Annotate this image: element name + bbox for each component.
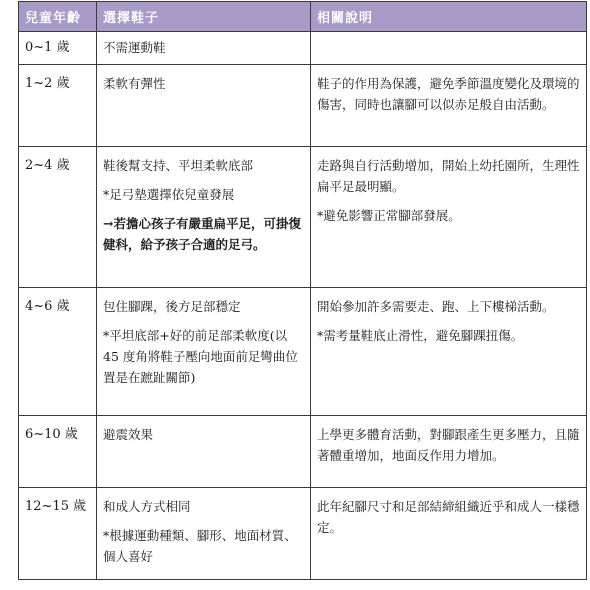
description-cell	[311, 147, 587, 288]
table-header-row	[19, 2, 587, 32]
shoe-note: *足弓墊選擇依兒童發展	[103, 187, 235, 202]
age-text: 6~10 歲	[25, 427, 78, 442]
shoe-cell	[97, 65, 311, 147]
shoe-text: 鞋後幫支持、平坦柔軟底部	[103, 158, 254, 173]
table-row	[19, 65, 587, 147]
age-text: 0~1 歲	[25, 40, 70, 55]
shoe-text: 和成人方式相同	[103, 499, 191, 514]
description-text: 此年紀腳尺寸和足部結締組織近乎和成人一樣穩定。	[317, 499, 580, 535]
description-text: 走路與自行活動增加，開始上幼托園所，生理性扁平足最明顯。	[317, 158, 580, 194]
description-cell	[311, 416, 587, 488]
header-description: 相關說明	[311, 2, 587, 32]
age-cell	[19, 65, 97, 147]
table-row	[19, 288, 587, 416]
shoe-text: 避震效果	[103, 427, 154, 442]
description-cell	[311, 65, 587, 147]
age-cell	[19, 416, 97, 488]
shoe-cell	[97, 488, 311, 580]
shoe-cell	[97, 416, 311, 488]
age-text: 2~4 歲	[25, 158, 70, 173]
age-cell	[19, 32, 97, 65]
shoe-note: *平坦底部+好的前足部柔軟度(以 45 度角將鞋子壓向地面前足彎曲位置是在蹠趾關節)	[103, 328, 298, 385]
header-age: 兒童年齡	[19, 2, 97, 32]
table-row	[19, 488, 587, 580]
table-row	[19, 147, 587, 288]
shoe-cell	[97, 288, 311, 416]
description-text: 鞋子的作用為保護，避免季節溫度變化及環境的傷害，同時也讓腳可以似赤足般自由活動。	[317, 76, 580, 112]
shoe-text: 柔軟有彈性	[103, 76, 166, 91]
age-text: 4~6 歲	[25, 299, 70, 314]
description-cell	[311, 288, 587, 416]
shoe-text: 不需運動鞋	[103, 40, 166, 55]
description-text: 開始參加許多需要走、跑、上下樓梯活動。	[317, 299, 555, 314]
shoe-note: *根據運動種類、腳形、地面材質、個人喜好	[103, 528, 297, 564]
age-cell	[19, 488, 97, 580]
shoe-advice: →若擔心孩子有嚴重扁平足，可掛復健科，給予孩子合適的足弓。	[103, 216, 301, 252]
description-note: *需考量鞋底止滑性，避免腳踝扭傷。	[317, 328, 524, 343]
description-cell	[311, 32, 587, 65]
age-cell	[19, 288, 97, 416]
shoe-selection-table	[18, 1, 587, 580]
table-row	[19, 416, 587, 488]
age-text: 1~2 歲	[25, 76, 70, 91]
age-text: 12~15 歲	[25, 499, 87, 514]
description-cell	[311, 488, 587, 580]
shoe-cell	[97, 147, 311, 288]
description-text: 上學更多體育活動，對腳跟產生更多壓力，且隨著體重增加，地面反作用力增加。	[317, 427, 580, 463]
description-note: *避免影響正常腳部發展。	[317, 208, 461, 223]
shoe-text: 包住腳踝，後方足部穩定	[103, 299, 241, 314]
table-row	[19, 32, 587, 65]
age-cell	[19, 147, 97, 288]
header-shoe: 選擇鞋子	[97, 2, 311, 32]
shoe-cell	[97, 32, 311, 65]
